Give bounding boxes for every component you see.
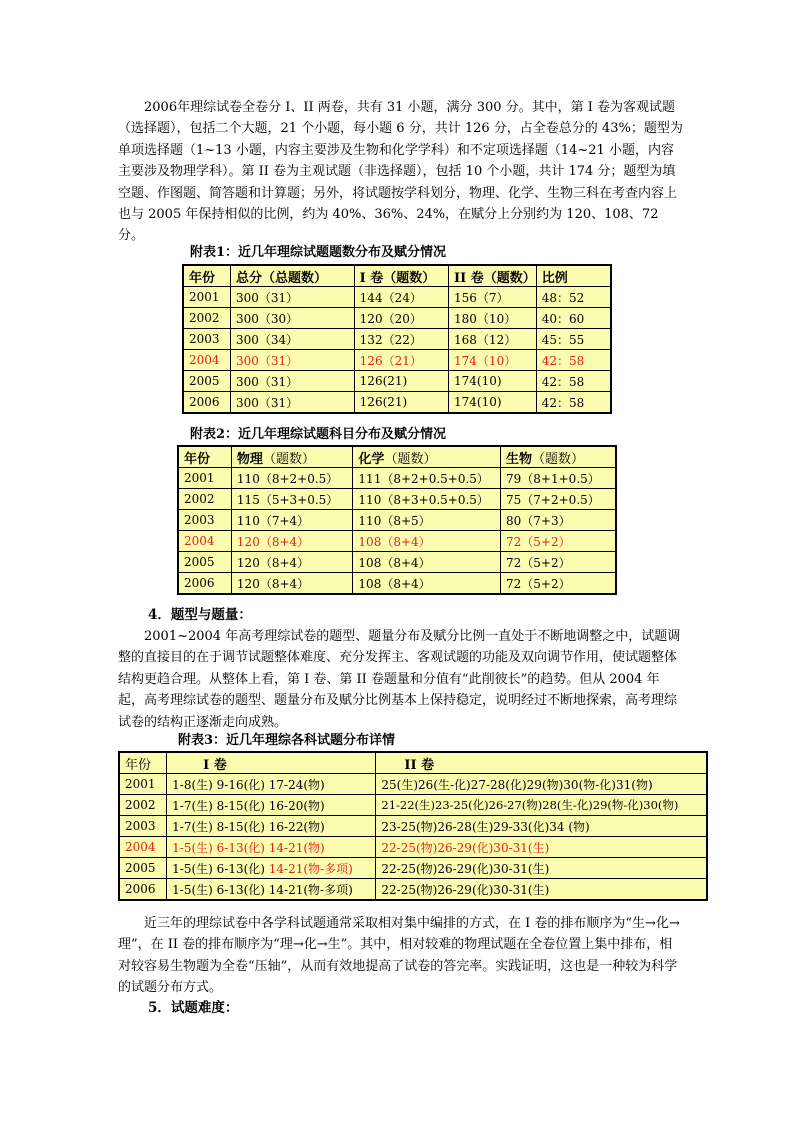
table-cell: 2003 xyxy=(178,510,231,531)
table-cell: 2006 xyxy=(178,573,231,595)
table-row xyxy=(178,468,616,489)
header-bold: 生物 xyxy=(506,451,533,467)
table-row-highlighted xyxy=(178,531,616,552)
table1-header-cell: I 卷（题数） xyxy=(354,265,448,287)
section4-heading: 4．题型与题量： xyxy=(148,607,252,623)
table-cell: 300（31） xyxy=(230,371,354,392)
table-cell: 2002 xyxy=(183,308,230,329)
table-cell: 126（21） xyxy=(354,350,448,371)
table-row xyxy=(119,795,707,816)
table-cell: 2001 xyxy=(178,468,231,489)
header-bold: 年份 xyxy=(184,451,211,467)
table-row-highlighted xyxy=(119,837,707,858)
table-cell: 75（7+2+0.5） xyxy=(501,489,616,510)
table-cell: 23-25(物)26-28(生)29-33(化)34 (物) xyxy=(376,816,707,837)
table-cell: 2006 xyxy=(119,879,167,901)
table2-header-cell xyxy=(231,446,353,468)
cell-text-highlighted: 14-21(物-多项) xyxy=(268,861,353,876)
table-row xyxy=(178,552,616,573)
table-cell: 300（30） xyxy=(230,308,354,329)
section4-paragraph: 2001~2004 年高考理综试卷的题型、题量分布及赋分比例一直处于不断地调整之中，试题调整的直接目的在于调节试题整体难度、充分发挥主、客观试题的功能及双向调节作用，使试题整体结构更趋合理。从整体上看，第 I 卷、第 II 卷题量和分值有“此削彼长”的趋势。但从 2004 年起，高考理综试卷的题型、题量分布及赋分比例基本上保持稳定，说明经过不断地探索，高考理综试卷的结构正逐渐走向成熟。 xyxy=(118,629,681,730)
table1-header-cell: 总分（总题数） xyxy=(230,265,354,287)
table-cell: 110（8+3+0.5+0.5） xyxy=(353,489,501,510)
table-cell: 80（7+3） xyxy=(501,510,616,531)
table-cell: 22-25(物)26-29(化)30-31(生) xyxy=(376,858,707,879)
table-row xyxy=(183,392,611,414)
header-normal: （题数） xyxy=(262,451,315,467)
table-row xyxy=(183,287,611,308)
intro-paragraph: 2006年理综试卷全卷分 I、II 两卷，共有 31 小题，满分 300 分。其中，第 I 卷为客观试题（选择题），包括二个大题，21 个小题，每小题 6 分，共计 126 分，占全卷总分的 43%；题型为单项选择题（1~13 小题，内容主要涉及生物和化学学科）和不定项选择题（14~21 小题，内容主要涉及物理学科）。第 II 卷为主观试题（非选择题），包括 10 个小题，共计 174 分；题型为填空题、作图题、简答题和计算题；另外，将试题按学科划分，物理、化学、生物三科在考查内容上也与 2005 年保持相似的比例，约为 40%、36%、24%，在赋分上分别约为 120、108、72 分。 xyxy=(118,100,683,244)
table-row xyxy=(119,879,707,901)
table-cell: 110（8+5） xyxy=(353,510,501,531)
table-cell: 2004 xyxy=(119,837,167,858)
header-normal: （题数） xyxy=(384,451,437,467)
table2-header-cell xyxy=(178,446,231,468)
table-cell: 48：52 xyxy=(536,287,611,308)
table-cell: 2001 xyxy=(119,774,167,795)
table-cell: 120（8+4） xyxy=(231,552,353,573)
table-cell: 1-5(生) 6-13(化) 14-21(物-多项) xyxy=(167,879,376,901)
table-cell: 132（22） xyxy=(354,329,448,350)
header-bold: 物理 xyxy=(236,451,263,467)
section5-heading: 5．试题难度： xyxy=(148,1000,239,1016)
table-cell: 168（12） xyxy=(449,329,537,350)
table-cell: 45：55 xyxy=(536,329,611,350)
table-cell: 2005 xyxy=(119,858,167,879)
table-row xyxy=(119,816,707,837)
table-cell: 72（5+2） xyxy=(501,531,616,552)
table-cell: 126(21) xyxy=(354,392,448,414)
table-cell: 72（5+2） xyxy=(501,552,616,573)
table-cell: 111（8+2+0.5+0.5） xyxy=(353,468,501,489)
table-cell: 144（24） xyxy=(354,287,448,308)
table-cell: 110（8+2+0.5） xyxy=(231,468,353,489)
table-cell: 156（7） xyxy=(449,287,537,308)
table-cell: 42：58 xyxy=(536,350,611,371)
table-cell: 72（5+2） xyxy=(501,573,616,595)
table-cell: 1-5(生) 6-13(化) 14-21(物) xyxy=(167,837,376,858)
table-cell: 22-25(物)26-29(化)30-31(生) xyxy=(376,837,707,858)
table1-header-cell: II 卷（题数） xyxy=(449,265,537,287)
table2-header-cell xyxy=(353,446,501,468)
table1 xyxy=(182,264,612,414)
table2 xyxy=(177,445,617,595)
cell-text: 1-5(生) 6-13(化) xyxy=(172,861,269,876)
table-cell: 22-25(物)26-29(化)30-31(生) xyxy=(376,879,707,901)
table-cell: 1-7(生) 8-15(化) 16-22(物) xyxy=(167,816,376,837)
table-row xyxy=(178,489,616,510)
table-cell: 2004 xyxy=(178,531,231,552)
table-row xyxy=(119,774,707,795)
table-cell: 120（8+4） xyxy=(231,573,353,595)
table-cell: 126(21) xyxy=(354,371,448,392)
table-cell: 79（8+1+0.5） xyxy=(501,468,616,489)
table3-caption: 附表3：近几年理综各科试题分布详情 xyxy=(178,733,396,748)
header-bold: 化学 xyxy=(358,451,385,467)
table2-header-row xyxy=(178,446,616,468)
table3 xyxy=(118,751,708,901)
after-table3-paragraph: 近三年的理综试卷中各学科试题通常采取相对集中编排的方式，在 I 卷的排布顺序为“生→化→理”，在 II 卷的排布顺序为“理→化→生”。其中，相对较难的物理试题在全卷位置上集中排布，相对较容易生物题为全卷“压轴”，从而有效地提高了试卷的答完率。实践证明，这也是一种较为科学的试题分布方式。 xyxy=(118,916,680,996)
table-cell: 174（10） xyxy=(449,350,537,371)
table3-header-cell: I 卷 xyxy=(167,752,376,774)
table-row xyxy=(178,573,616,595)
table-row xyxy=(183,371,611,392)
header-normal: （题数） xyxy=(532,451,585,467)
table-cell: 174(10) xyxy=(449,392,537,414)
table-cell: 42：58 xyxy=(536,371,611,392)
table2-caption: 附表2：近几年理综试题科目分布及赋分情况 xyxy=(190,427,447,442)
table1-header-cell: 比例 xyxy=(536,265,611,287)
table-row xyxy=(178,510,616,531)
table-cell: 2004 xyxy=(183,350,230,371)
table-cell xyxy=(167,858,376,879)
table-row xyxy=(183,308,611,329)
table-cell: 25(生)26(生-化)27-28(化)29(物)30(物-化)31(物) xyxy=(376,774,707,795)
table-cell: 174(10) xyxy=(449,371,537,392)
table-cell: 2003 xyxy=(183,329,230,350)
table1-header-row xyxy=(183,265,611,287)
table-cell: 300（31） xyxy=(230,350,354,371)
table-cell: 2005 xyxy=(178,552,231,573)
table-cell: 300（31） xyxy=(230,392,354,414)
table3-header-cell: II 卷 xyxy=(376,752,707,774)
table-cell: 108（8+4） xyxy=(353,573,501,595)
table-cell: 40：60 xyxy=(536,308,611,329)
table-cell: 2003 xyxy=(119,816,167,837)
table-cell: 2005 xyxy=(183,371,230,392)
table-cell: 2001 xyxy=(183,287,230,308)
table-cell: 1-7(生) 8-15(化) 16-20(物) xyxy=(167,795,376,816)
table-cell: 110（7+4） xyxy=(231,510,353,531)
table1-caption: 附表1：近几年理综试题题数分布及赋分情况 xyxy=(190,245,447,260)
table-cell: 21-22(生)23-25(化)26-27(物)28(生-化)29(物-化)30(物) xyxy=(376,795,707,816)
table-row-highlighted xyxy=(183,350,611,371)
table-cell: 120（8+4） xyxy=(231,531,353,552)
table-row xyxy=(183,329,611,350)
table-cell: 2002 xyxy=(119,795,167,816)
table-cell: 180（10） xyxy=(449,308,537,329)
table-cell: 300（34） xyxy=(230,329,354,350)
table-cell: 300（31） xyxy=(230,287,354,308)
table-cell: 120（20） xyxy=(354,308,448,329)
table2-header-cell xyxy=(501,446,616,468)
table1-header-cell: 年份 xyxy=(183,265,230,287)
table-cell: 108（8+4） xyxy=(353,531,501,552)
table-cell: 42：58 xyxy=(536,392,611,414)
table-row xyxy=(119,858,707,879)
table-cell: 108（8+4） xyxy=(353,552,501,573)
table-cell: 1-8(生) 9-16(化) 17-24(物) xyxy=(167,774,376,795)
table-cell: 2006 xyxy=(183,392,230,414)
table3-header-cell: 年份 xyxy=(119,752,167,774)
table-cell: 2002 xyxy=(178,489,231,510)
table3-header-row xyxy=(119,752,707,774)
table-cell: 115（5+3+0.5） xyxy=(231,489,353,510)
